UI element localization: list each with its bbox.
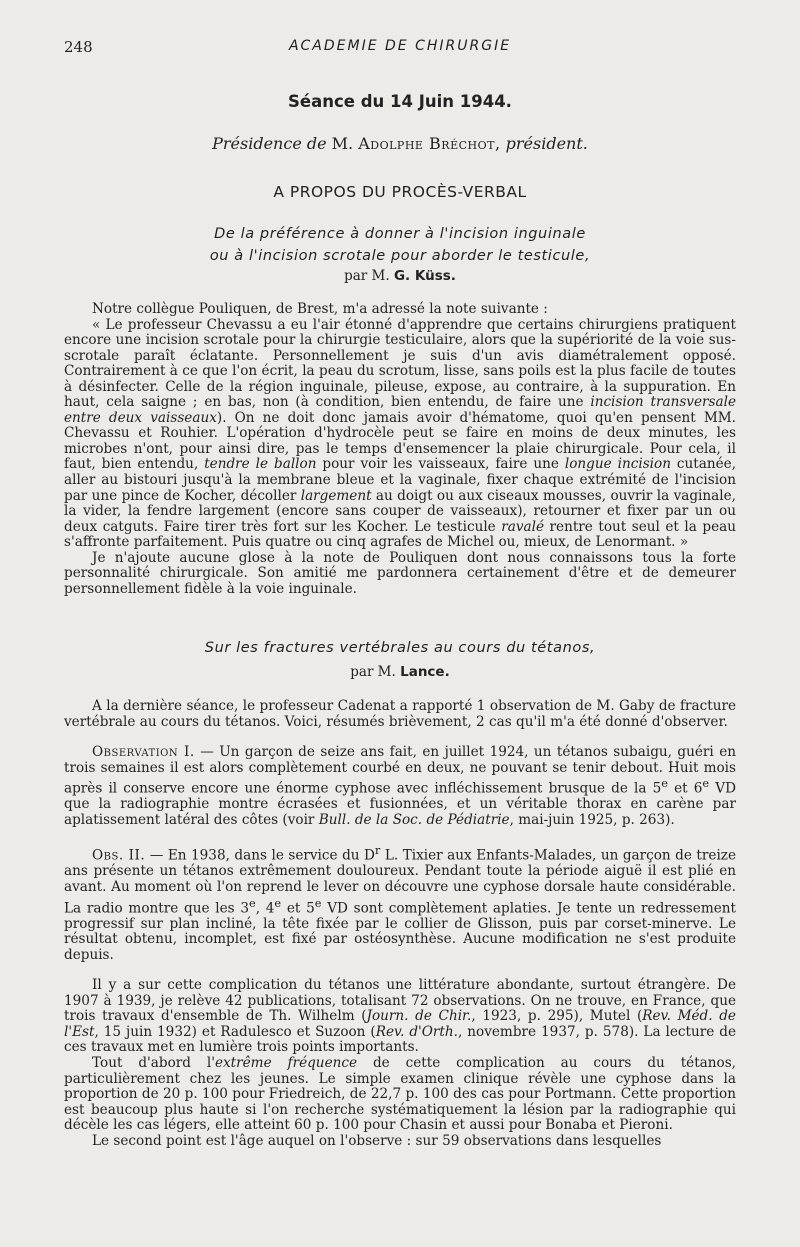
article1-title: [0, 223, 800, 267]
article1-body: [64, 302, 736, 597]
article2-byline: [0, 664, 800, 680]
observation-2: Obs. II. — En 1938, dans le service du $D^r$ L. Tixier aux Enfants-Malades, un garçon de treize ans présente un tétanos extrêmement douloureux. Pendant toute la période aiguë il est plié en avant. Au moment où l'on reprend le lever on découvre une cyphose dorsale haute considérable. La radio montre que les 3e, 4e et 5e VD sont complètement aplaties. Je tente un redressement progressif sur plan incliné, la tête fixée par le collier de Glisson, puis par corset-minerve. Le résultat obtenu, incomplet, est fixé par ostéosynthèse. Aucune modification ne s'est produite depuis.: [64, 843, 736, 963]
page-number: 248: [64, 38, 93, 56]
article2-intro-paragraph: A la dernière séance, le professeur Cadenat a rapporté 1 observation de M. Gaby de fracture vertébrale au cours du tétanos. Voici, résumés brièvement, 2 cas qu'il m'a été donné d'observer.: [64, 698, 736, 730]
presidence-m: M.: [331, 134, 354, 153]
session-title: Séance du 14 Juin 1944.: [288, 92, 512, 111]
running-header: [64, 38, 736, 60]
observation-1: Observation I. — Un garçon de seize ans fait, en juillet 1924, un tétanos subaigu, guéri en trois semaines il est alors complètement courbé en deux, ne pouvant se tenir debout. Huit mois après il conserve encore une énorme cyphose avec infléchissement brusque de la 5e et 6e VD que la radiographie montre écrasées et fusionnées, et un véritable thorax en carène par aplatissement latéral des côtes (voir Bull. de la Soc. de Pédiatrie, mai-juin 1925, p. 263).: [64, 744, 736, 828]
article1-title-line2: ou à l'incision scrotale pour aborder le testicule,: [209, 248, 591, 264]
observation-1-label: Observation I.: [92, 744, 195, 761]
article2-body: [64, 699, 736, 1149]
presidence-line: [0, 134, 800, 153]
literature-paragraph: Il y a sur cette complication du tétanos une littérature abondante, surtout étrangère. De 1907 à 1939, je relève 42 publications, totalisant 72 observations. On ne trouve, en France, que trois travaux d'ensemble de Th. Wilhelm (Journ. de Chir., 1923, p. 295), Mutel (Rev. Méd. de l'Est, 15 juin 1932) et Radulesco et Suzoon (Rev. d'Orth., novembre 1937, p. 578). La lecture de ces travaux met en lumière trois points importants.: [64, 977, 737, 1056]
article1-byline: [0, 268, 800, 284]
article1-paragraph: Notre collègue Pouliquen, de Brest, m'a adressé la note suivante :: [92, 301, 548, 317]
article1-by: par M.: [344, 268, 390, 284]
article2-title: Sur les fractures vertébrales au cours du tétanos,: [204, 640, 596, 656]
article2-by: par M.: [350, 664, 396, 680]
article1-quote-paragraph: « Le professeur Chevassu a eu l'air étonné d'apprendre que certains chirurgiens pratiquent encore une incision scrotale pour la chirurgie testiculaire, alors que la supériorité de la voie sus-scrotale paraît éclatante. Personnellement je suis d'un avis diamétralement opposé. Contrairement à ce que l'on écrit, la peau du scrotum, lisse, sans poils est la plus facile de toutes à désinfecter. Celle de la région inguinale, pileuse, expose, au contraire, à la suppuration. En haut, cela saigne ; en bas, non (à condition, bien entendu, de faire une incision transversale entre deux vaisseaux). On ne doit donc jamais avoir d'hématome, quoi qu'en pensent MM. Chevassu et Rouhier. L'opération d'hydrocèle peut se faire en moins de deux minutes, les microbes n'ont, pour ainsi dire, pas le temps d'ensemencer la plaie chirurgicale. Pour cela, il faut, bien entendu, tendre le ballon pour voir les vaisseaux, faire une longue incision cutanée, aller au bistouri jusqu'à la membrane bleue et la vaginale, fixer chaque extrémité de l'incision par une pince de Kocher, décoller largement au doigt ou aux ciseaux mousses, ouvrir la vaginale, la vider, la fendre largement (encore sans couper de vaisseaux), retourner et fixer par un ou deux catguts. Faire tirer très fort sur les Kocher. Le testicule ravalé rentre tout seul et la peau s'affronte parfaitement. Puis quatre ou cinq agrafes de Michel ou, mieux, de Lenormant. »: [64, 316, 737, 551]
observation-2-label: Obs. II.: [92, 847, 146, 864]
article1-author: G. Küss.: [393, 268, 456, 284]
journal-title: ACADEMIE DE CHIRURGIE: [288, 38, 512, 54]
article1-title-line1: De la préférence à donner à l'incision inguinale: [214, 226, 586, 242]
article2-author: Lance.: [400, 664, 450, 680]
article1-closing-paragraph: Je n'ajoute aucune glose à la note de Pouliquen dont nous connaissons tous la forte personnalité chirurgicale. Son amitié me pardonnera certainement d'être et de demeurer personnellement fidèle à la voie inguinale.: [64, 549, 736, 597]
presidence-suffix: président.: [505, 134, 588, 153]
presidence-prefix: Présidence de: [212, 134, 327, 153]
age-paragraph: Le second point est l'âge auquel on l'observe : sur 59 observations dans lesquelles: [92, 1132, 662, 1149]
section-heading: A PROPOS DU PROCÈS-VERBAL: [273, 183, 527, 201]
president-name: Adolphe Bréchot,: [358, 134, 501, 153]
frequency-paragraph: Tout d'abord l'extrême fréquence de cette complication au cours du tétanos, particulièrement chez les jeunes. Le simple examen clinique révèle une cyphose dans la proportion de 20 p. 100 pour Friedreich, de 22,7 p. 100 des cas pour Portmann. Cette proportion est beaucoup plus haute si l'on recherche systématiquement la lésion par la radiographie qui décèle les cas légers, elle atteint 60 p. 100 pour Chasin et aussi pour Bonaba et Pieroni.: [64, 1054, 737, 1134]
